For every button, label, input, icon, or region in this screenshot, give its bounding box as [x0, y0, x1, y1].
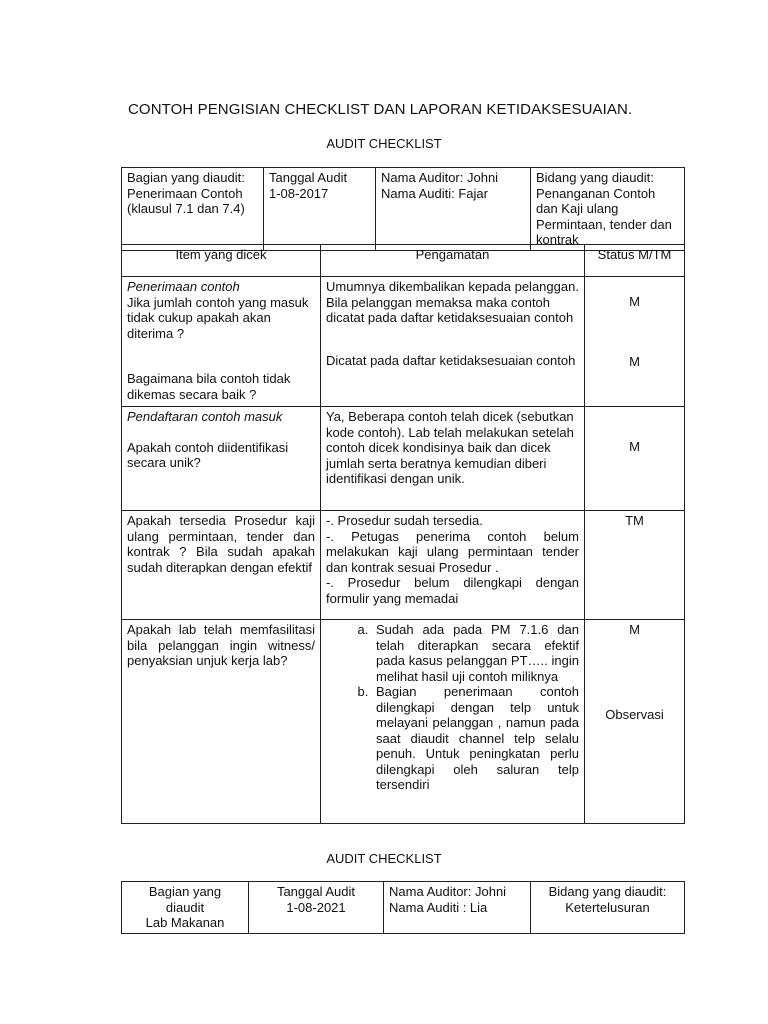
auditor-cell: [384, 882, 531, 934]
tanggal-label: Tanggal Audit: [269, 170, 348, 185]
status-value: M: [629, 294, 640, 309]
observation-cell: [321, 407, 585, 511]
auditor-cell: [376, 168, 531, 251]
question-text: Jika jumlah contoh yang masuk tidak cukup apakah akan diterima ?: [127, 294, 309, 341]
bagian-cell: [122, 882, 249, 934]
bidang-value: Ketertelusuran: [565, 899, 650, 915]
column-header-status: Status M/TM: [585, 245, 685, 277]
observation-text: Ya, Beberapa contoh telah dicek (sebutkan kode contoh). Lab telah melakukan setelah contoh dicek kondisinya baik dan dicek jumlah serta beratnya kemudian diberi identifikasi dengan unik.: [326, 409, 574, 486]
table-row: [122, 277, 685, 407]
item-cell: [122, 407, 321, 511]
item-cell: [122, 511, 321, 620]
observation-cell: [321, 277, 585, 407]
bagian-cell: [122, 168, 264, 251]
table-row: [122, 620, 685, 824]
tanggal-cell: [249, 882, 384, 934]
auditi-name: Nama Auditi : Lia: [389, 899, 488, 915]
status-value: TM: [625, 513, 644, 528]
status-value: Observasi: [605, 706, 664, 722]
list-item: -. Petugas penerima contoh belum melakukan kaji ulang permintaan tender dan kontrak sesuai Prosedur .: [326, 528, 579, 575]
checklist-1-header-table: [121, 167, 685, 251]
item-cell: [122, 620, 321, 824]
observation-list: [326, 513, 579, 606]
question-text: Apakah tersedia Prosedur kaji ulang permintaan, tender dan kontrak ? Bila sudah apakah sudah diterapkan dengan efektif: [127, 513, 315, 575]
tanggal-value: 1-08-2021: [286, 899, 346, 915]
bagian-text: Bagian yang diaudit: Penerimaan Contoh (klausul 7.1 dan 7.4): [127, 170, 245, 216]
status-cell: [585, 277, 685, 407]
observation-text: Dicatat pada daftar ketidaksesuaian contoh: [326, 352, 576, 368]
section-heading: Penerimaan contoh: [127, 279, 240, 294]
list-item: a. Sudah ada pada PM 7.1.6 dan telah diterapkan secara efektif pada kasus pelanggan PT….. ingin melihat hasil uji contoh miliknya: [372, 622, 579, 684]
observation-text: Umumnya dikembalikan kepada pelanggan. Bila pelanggan memaksa maka contoh dicatat pada daftar ketidaksesuaian contoh: [326, 279, 579, 325]
question-text: Apakah lab telah memfasilitasi bila pelanggan ingin witness/ penyaksian unjuk kerja lab?: [127, 622, 315, 668]
auditor-name: Nama Auditor: Johni: [389, 884, 507, 899]
column-header-pengamatan: Pengamatan: [321, 245, 585, 277]
table-row: [122, 407, 685, 511]
item-cell: [122, 277, 321, 407]
list-item: -. Prosedur belum dilengkapi dengan formulir yang memadai: [326, 575, 579, 606]
checklist-1-table: [121, 244, 685, 824]
auditi-name: Nama Auditi: Fajar: [381, 185, 488, 201]
observation-list: [326, 622, 579, 793]
audit-checklist-title-2: AUDIT CHECKLIST: [326, 851, 442, 866]
question-text: Apakah contoh diidentifikasi secara unik?: [127, 439, 289, 470]
auditor-name: Nama Auditor: Johni: [381, 170, 499, 185]
audit-checklist-title-1: AUDIT CHECKLIST: [326, 136, 442, 151]
observation-cell: [321, 620, 585, 824]
bidang-cell: [531, 168, 685, 251]
table-row: [122, 511, 685, 620]
tanggal-value: 1-08-2017: [269, 185, 329, 201]
column-header-item: Item yang dicek: [122, 245, 321, 277]
status-cell: [585, 511, 685, 620]
bagian-text: Lab Makanan: [145, 915, 225, 930]
tanggal-cell: [264, 168, 376, 251]
question-text: Bagaimana bila contoh tidak dikemas secara baik ?: [127, 371, 291, 402]
observation-cell: [321, 511, 585, 620]
status-value: M: [629, 439, 640, 454]
status-value: M: [629, 622, 640, 637]
checklist-2-header-table: [121, 881, 685, 934]
status-value: M: [629, 353, 640, 369]
status-cell: [585, 620, 685, 824]
list-item: -. Prosedur sudah tersedia.: [326, 513, 483, 528]
bagian-text: diaudit: [165, 899, 205, 915]
tanggal-label: Tanggal Audit: [276, 884, 356, 899]
section-heading: Pendaftaran contoh masuk: [127, 409, 283, 424]
bagian-text: Bagian yang: [148, 884, 222, 899]
bidang-cell: [531, 882, 685, 934]
document-title: CONTOH PENGISIAN CHECKLIST DAN LAPORAN KETIDAKSESUAIAN.: [128, 101, 633, 118]
list-item: b. Bagian penerimaan contoh dilengkapi dengan telp untuk melayani pelanggan , namun pada saat diaudit channel telp selalu penuh. Untuk peningkatan perlu dilengkapi oleh saluran telp tersendiri: [372, 684, 579, 793]
bidang-text: Bidang yang diaudit: Penanganan Contoh dan Kaji ulang Permintaan, tender dan kontrak: [536, 170, 672, 247]
bidang-label: Bidang yang diaudit:: [548, 884, 667, 899]
status-cell: [585, 407, 685, 511]
